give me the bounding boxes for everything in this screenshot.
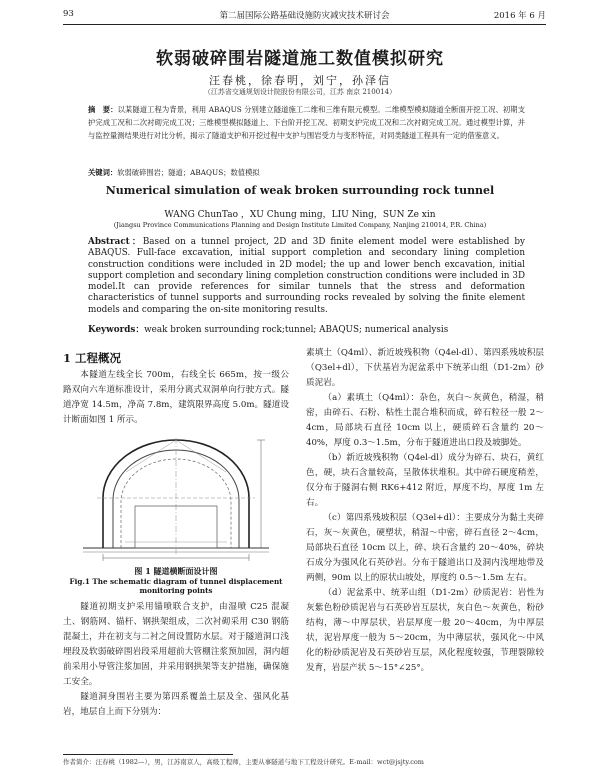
keywords-en — [88, 322, 525, 335]
right-column — [306, 346, 544, 676]
figure1-caption-en: Fig.1 The schematic diagram of tunnel displacement monitoring points — [69, 577, 283, 595]
header-rule — [63, 24, 546, 25]
section1-para2: 隧道初期支护采用锚喷联合支护，由湿喷 C25 混凝土、钢筋网、锚杆、钢拱架组成，二次衬砌采用 C30 钢筋混凝土，并在初支与二衬之间设置防水层。对于隧道洞口浅埋段及软弱破碎围岩段采用超前大管棚注浆预加固，洞内超前采用小导管注浆加固，并采用钢拱架等支护措施，确保施工安全。 — [63, 602, 289, 687]
paper-title-en: Numerical simulation of weak broken surrounding rock tunnel — [105, 184, 495, 197]
keywords-zh-label: 关键词： — [88, 168, 118, 177]
paper-title-zh: 软弱破碎围岩隧道施工数值模拟研究 — [156, 49, 444, 69]
journal-name: 第二届国际公路基础设施防灾减灾技术研讨会 — [219, 11, 390, 21]
figure1-caption-zh: 图 1 隧道横断面设计图 — [134, 566, 218, 576]
running-header — [63, 9, 546, 23]
abstract-zh-text: 以某隧道工程为背景，利用 ABAQUS 分别建立隧道施工二维和三维有限元模型。二维模型模拟隧道全断面开挖工况、初期支护完成工况和二次衬砌完成工况；三维模型模拟隧道上、下台阶开挖工况、初期支护完成工况和二次衬砌完成工况。通过模型计算，并与监控量测结果进行对比分析，揭示了隧道支护和开挖过程中支护与围岩受力与变形特征，对同类隧道工程具有一定的借鉴意义。 — [88, 105, 526, 140]
tunnel-cross-section-drawing — [63, 432, 289, 564]
footnote-rule — [63, 754, 233, 755]
stratum-a: （a）素填土（Q4ml）：杂色，灰白～灰黄色，稍湿，稍密，由碎石、石粉、粘性土混合堆积而成，碎石粒径一般 2～4cm，局部块石直径 10cm 以上，硬质碎石含量约 20～40%，厚度 0.3～1.5m，分布于隧道进出口段及坡脚处。 — [306, 393, 544, 448]
stratum-d: （d）泥盆系中、统茅山组（D1-2m）砂质泥岩：岩性为灰紫色粉砂质泥岩与石英砂岩互层状，灰白色～灰黄色，粉砂结构，薄～中厚层状，岩层厚度一般 20～40cm，为中厚层状，泥岩厚度一般为 5～20cm，为中薄层状，强风化～中风化的粉砂质泥岩及石英砂岩互层，风化程度较强，节理裂隙较发育，岩层产状 5～15°∠25°。 — [306, 588, 544, 673]
stratum-b: （b）新近坡残积物（Q4el-dl）成分为碎石、块石，黄红色，硬，块石含量较高，呈散体状堆积。其中碎石硬度稍差，仅分布于隧洞右侧 RK6+412 附近，厚度不均，厚度 1m 左右。 — [306, 453, 544, 508]
strata-intro: 素填土（Q4ml）、新近坡残积物（Q4el-dl）、第四系残坡积层（Q3el+dl），下伏基岩为泥盆系中下统茅山组（D1-2m）砂质泥岩。 — [306, 348, 544, 388]
abstract-en — [88, 237, 525, 316]
authors-zh: 汪春桃，徐春明，刘宁，孙泽信 — [209, 74, 391, 87]
abstract-en-text: Based on a tunnel project, 2D and 3D finite element model were established by ABAQUS. Full-face excavation, initial support completion and secondary lining completion construction conditions were included in 2D model; the up and lower bench excavation, initial support completion and secondary lining completion construction conditions were included in 3D model.It can provide references for similar tunnels that the stress and deformation characteristics of tunnel supports and surrounding rocks revealed by solving the finite element models and comparing the on-site monitoring results. — [88, 237, 525, 315]
section1-para1: 本隧道左线全长 700m，右线全长 665m，按一级公路双向六车道标准设计，采用分离式双洞单向行驶方式。隧道净宽 14.5m，净高 7.8m，建筑限界高度 5.0m。隧道设计断面如图 1 所示。 — [63, 370, 289, 425]
keywords-zh-text: 软弱破碎围岩；隧道；ABAQUS；数值模拟 — [117, 168, 260, 177]
left-column — [63, 351, 289, 720]
page-number: 93 — [63, 9, 74, 19]
tunnel-cross-section-figure — [63, 432, 289, 564]
affiliation-zh: （江苏省交通规划设计院股份有限公司，江苏 南京 210014） — [203, 88, 397, 96]
keywords-en-text: weak broken surrounding rock;tunnel; ABAQUS; numerical analysis — [144, 325, 449, 335]
author-footnote: 作者简介：汪春桃（1982—），男，江苏南京人，高级工程师，主要从事隧道与地下工程设计研究。E-mail：wct@jsjty.com — [63, 758, 424, 766]
issue-date: 2016 年 6 月 — [493, 11, 546, 21]
section1-para3: 隧道洞身围岩主要为第四系覆盖土层及全、强风化基岩，地层自上而下分别为： — [63, 692, 289, 717]
abstract-zh — [88, 103, 525, 142]
keywords-en-label: Keywords： — [88, 325, 145, 335]
authors-en: WANG ChunTao ，XU Chung ming，LIU Ning，SUN Ze xin — [164, 210, 436, 220]
abstract-en-label: Abstract： — [88, 237, 143, 247]
keywords-zh — [88, 168, 525, 178]
stratum-c: （c）第四系残坡积层（Q3el+dl）：主要成分为黏土夹碎石，灰～灰黄色，硬塑状，稍湿～中密，碎石直径 2～4cm，局部块石直径 10cm 以上，碎、块石含量约 20～40%，碎块石成分为强风化石英砂岩。分布于隧道出口及洞内浅埋地带及两侧，90m 以上的原状山坡处，厚度约 0.5～1.5m 左右。 — [306, 513, 544, 583]
section-heading: 1 工程概况 — [63, 351, 122, 365]
affiliation-en: (Jiangsu Province Communications Planning and Design Institute Limited Company, Nanjing 210014, P.R. China) — [113, 221, 487, 229]
abstract-zh-label: 摘 要： — [88, 105, 118, 114]
